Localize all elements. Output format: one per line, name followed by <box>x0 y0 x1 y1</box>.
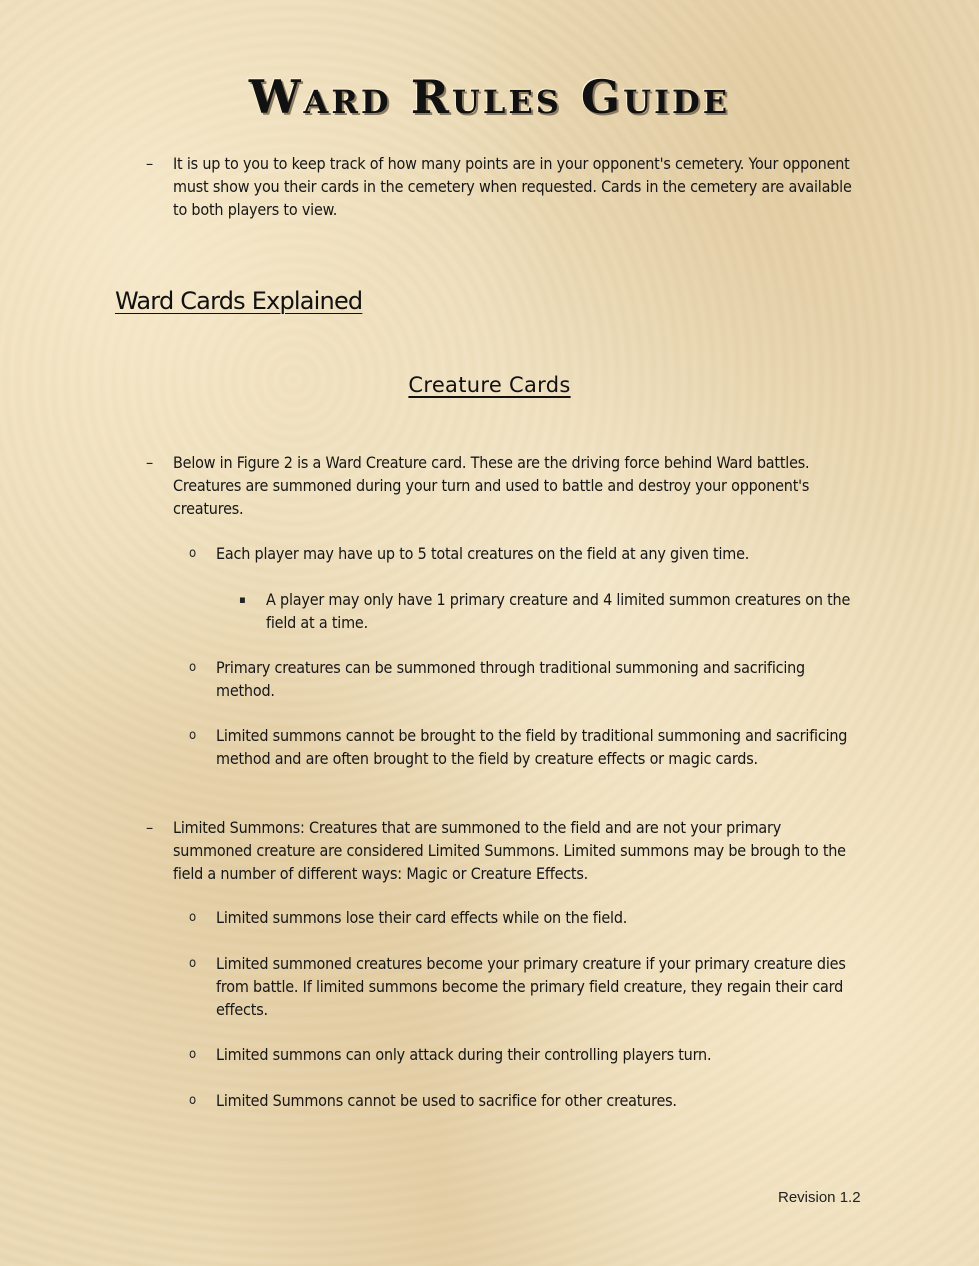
list-item-text: Below in Figure 2 is a Ward Creature card. These are the driving force behind Ward battles. Creatures are summoned during your turn and used to battle and destroy your opponent's creatures. <box>173 453 810 518</box>
page-title: Ward Rules Guide <box>248 70 731 124</box>
list-item <box>189 656 866 702</box>
list-item <box>146 816 863 885</box>
list-item-text: Limited summons can only attack during their controlling players turn. <box>216 1045 712 1064</box>
section-heading: Ward Cards Explained <box>115 287 363 315</box>
list-item <box>189 1089 866 1112</box>
circle-bullet-icon: o <box>189 546 196 561</box>
list-item-text: Limited Summons: Creatures that are summoned to the field and are not your primary summoned creature are considered Limited Summons. Limited summons may be brough to the field a number of different ways: Magic or Creature Effects. <box>173 818 846 883</box>
sub-heading: Creature Cards <box>408 373 571 397</box>
list-item <box>146 451 863 520</box>
list-item-text: Each player may have up to 5 total creatures on the field at any given time. <box>216 544 750 563</box>
list-item <box>189 542 866 565</box>
circle-bullet-icon: o <box>189 1093 196 1108</box>
list-item-text: Limited Summons cannot be used to sacrifice for other creatures. <box>216 1091 677 1110</box>
circle-bullet-icon: o <box>189 728 196 743</box>
circle-bullet-icon: o <box>189 956 196 971</box>
intro-bullet-text: It is up to you to keep track of how many points are in your opponent's cemetery. Your opponent must show you their cards in the cemetery when requested. Cards in the cemetery are available to both players to view. <box>173 154 852 219</box>
list-item-text: Limited summoned creatures become your primary creature if your primary creature dies from battle. If limited summons become the primary field creature, they regain their card effects. <box>216 954 846 1019</box>
list-item <box>239 588 866 634</box>
revision-label: Revision 1.2 <box>778 1189 861 1206</box>
list-item <box>189 906 866 929</box>
square-bullet-icon: ▪ <box>239 593 246 606</box>
circle-bullet-icon: o <box>189 1047 196 1062</box>
list-item-text: Limited summons cannot be brought to the field by traditional summoning and sacrificing method and are often brought to the field by creature effects or magic cards. <box>216 726 848 768</box>
circle-bullet-icon: o <box>189 660 196 675</box>
list-item <box>189 952 866 1021</box>
list-item-text: Primary creatures can be summoned through traditional summoning and sacrificing method. <box>216 658 805 700</box>
dash-bullet-icon: – <box>146 453 153 472</box>
dash-bullet-icon: – <box>146 154 153 173</box>
list-item <box>189 724 866 770</box>
intro-bullet <box>146 152 863 221</box>
list-item-text: Limited summons lose their card effects while on the field. <box>216 908 628 927</box>
list-item <box>189 1043 866 1066</box>
list-item-text: A player may only have 1 primary creature and 4 limited summon creatures on the field at a time. <box>266 590 851 632</box>
circle-bullet-icon: o <box>189 910 196 925</box>
dash-bullet-icon: – <box>146 818 153 837</box>
